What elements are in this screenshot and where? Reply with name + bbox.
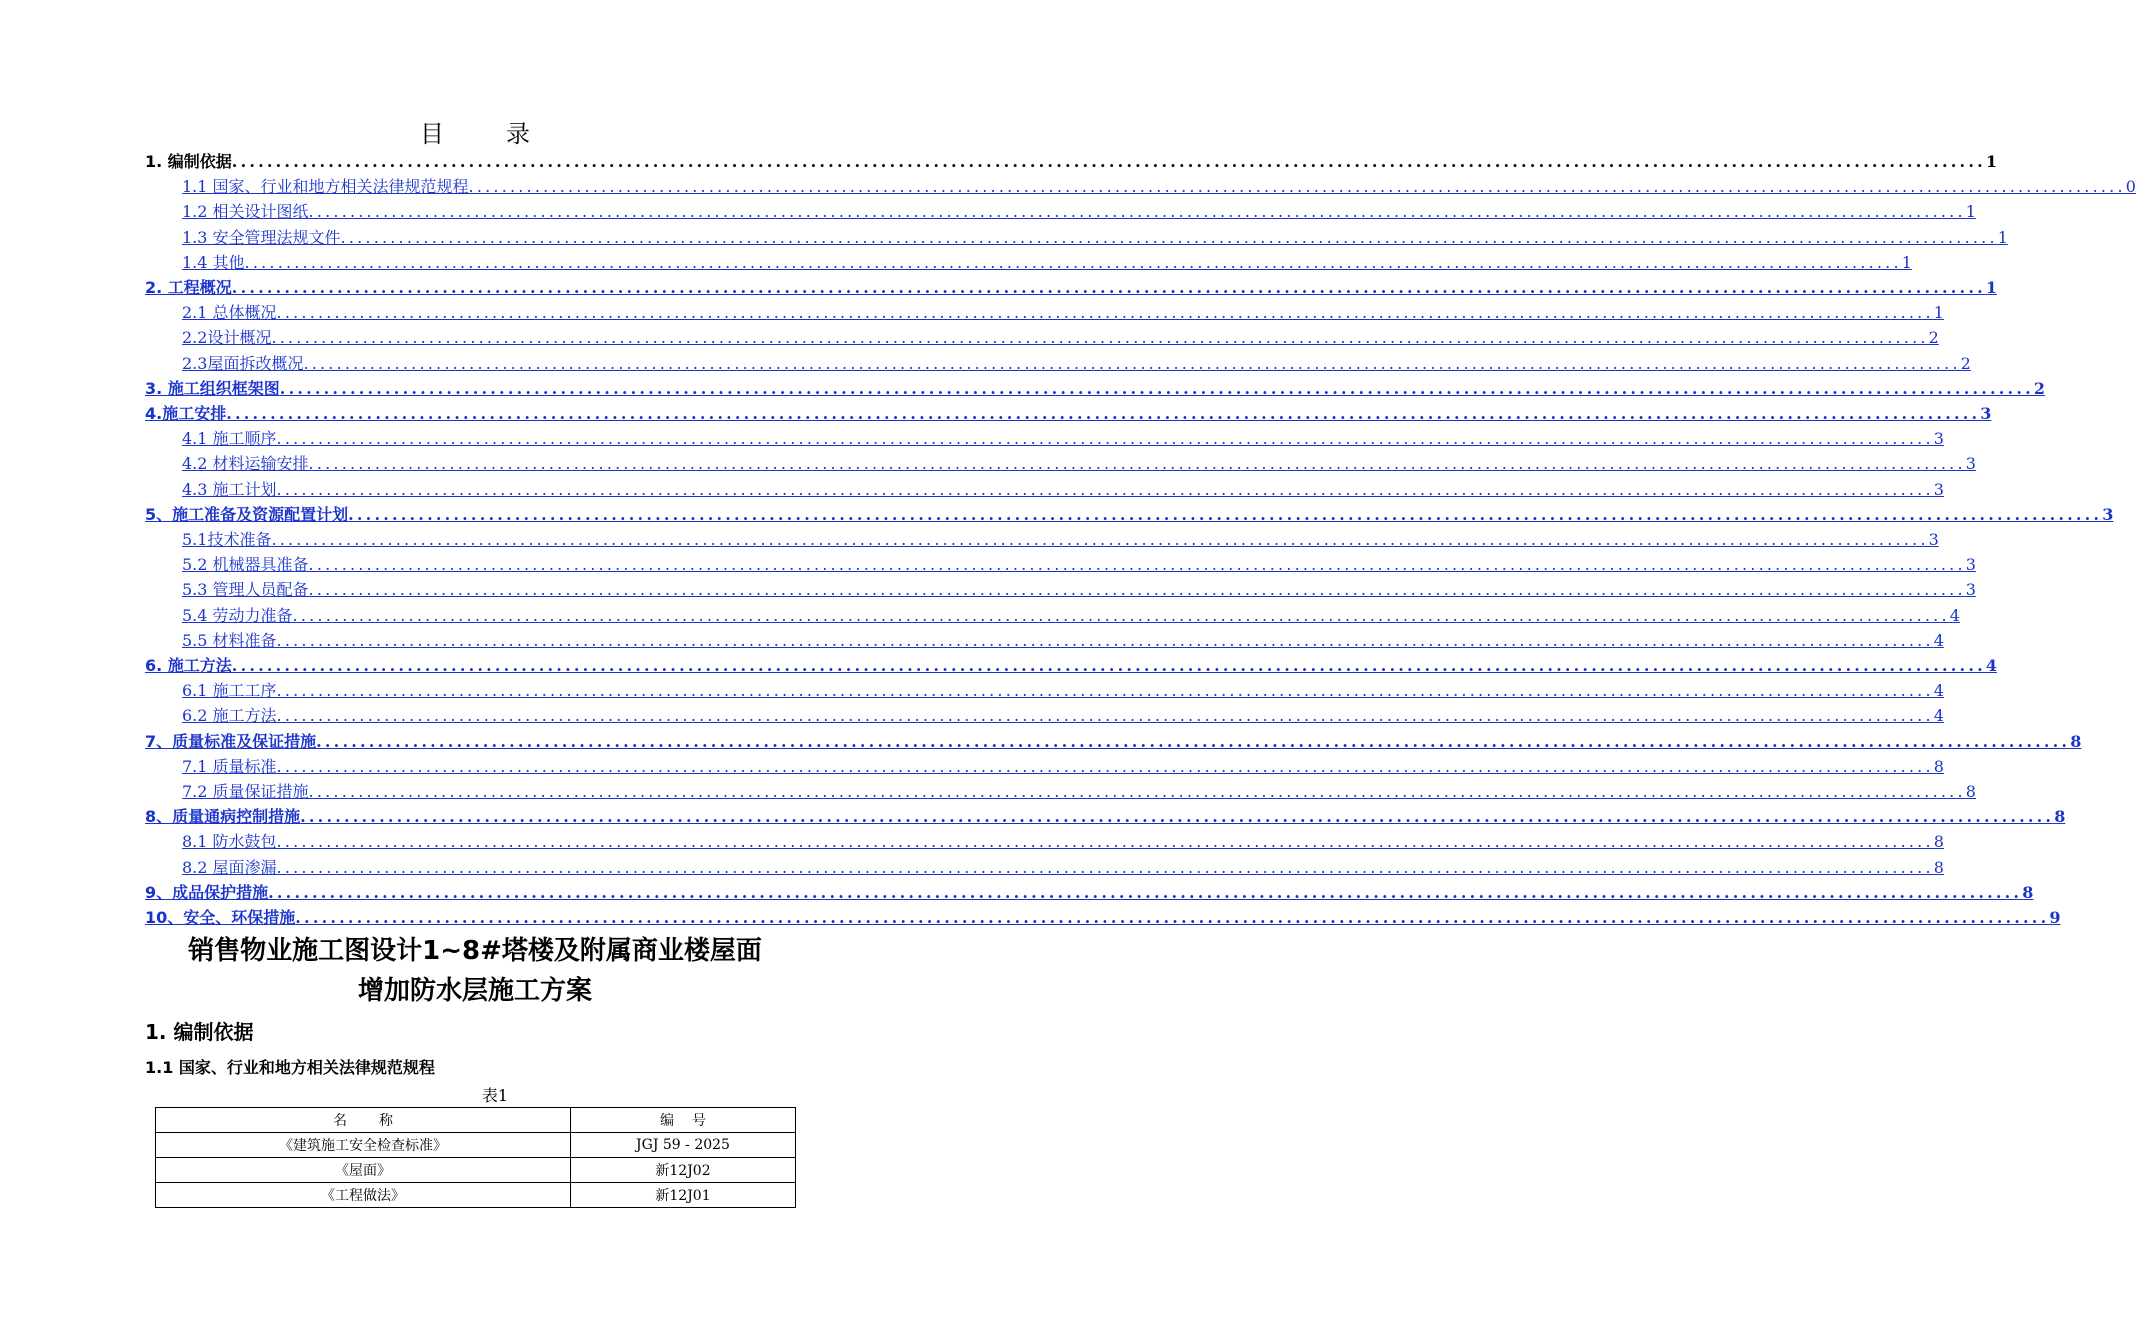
- toc-entry[interactable]: [182, 676, 1944, 701]
- toc-entry-page-number: 1: [1901, 252, 1912, 272]
- toc-entry-page-number: 3: [1965, 555, 1976, 575]
- toc-entry[interactable]: [182, 525, 1939, 550]
- column-header-name-char-2: 称: [379, 1113, 393, 1129]
- toc-entry-page-number: 1: [1933, 303, 1944, 323]
- toc-entry-page-number: 4: [1933, 706, 1944, 726]
- toc-entry-page-number: 8: [2070, 731, 2082, 751]
- section-heading-1-1: 1.1 国家、行业和地方相关法律规范规程: [145, 1058, 435, 1077]
- toc-entry[interactable]: [182, 752, 1944, 777]
- toc-entry-label: 7.1 质量标准: [182, 756, 277, 776]
- table-caption: 表1: [481, 1086, 509, 1105]
- standards-table: [155, 1107, 796, 1208]
- toc-entry-label: 6.2 施工方法: [182, 706, 277, 726]
- toc-entry-page-number: 3: [1933, 429, 1944, 449]
- toc-entry[interactable]: [145, 727, 2082, 752]
- toc-entry-label: 2.2设计概况: [182, 328, 272, 348]
- toc-leader-dots: ........................................................................................................................................................................................................: [276, 756, 1934, 776]
- toc-entry-page-number: 8: [1965, 782, 1976, 801]
- toc-entry-label: 8、质量通病控制措施: [145, 807, 301, 827]
- table-cell-code: 新12J01: [571, 1183, 796, 1208]
- toc-entry[interactable]: [182, 550, 1976, 575]
- table-cell-code: JGJ 59 - 2025: [571, 1133, 796, 1158]
- table-cell-name: 《工程做法》: [156, 1183, 571, 1208]
- toc-leader-dots: ........................................................................................................................................................................................................: [308, 454, 1966, 474]
- toc-entry-label: 5.1技术准备: [182, 530, 272, 549]
- toc-entry-page-number: 3: [1928, 530, 1939, 549]
- toc-entry[interactable]: [145, 878, 2034, 903]
- toc-entry-page-number: 4: [1985, 656, 1997, 675]
- toc-leader-dots: ........................................................................................................................................................................................................: [303, 353, 1961, 373]
- toc-leader-dots: ........................................................................................................................................................................................................: [276, 479, 1934, 499]
- toc-entry[interactable]: [145, 802, 2066, 827]
- toc-leader-dots: ........................................................................................................................................................................................................: [348, 504, 2103, 524]
- toc-entry-label: 4.1 施工顺序: [182, 429, 277, 449]
- toc-entry[interactable]: [145, 399, 1992, 424]
- toc-entry-label: 5.4 劳动力准备: [182, 605, 293, 625]
- toc-entry[interactable]: [145, 273, 1997, 298]
- toc-entry[interactable]: [182, 248, 1912, 273]
- table-row: [156, 1133, 796, 1158]
- column-header-name-char-1: 名: [333, 1113, 347, 1129]
- toc-entry-label: 7.2 质量保证措施: [182, 782, 309, 801]
- toc-leader-dots: ........................................................................................................................................................................................................: [231, 656, 1986, 675]
- toc-entry-page-number: 1: [1985, 278, 1997, 297]
- toc-entry-page-number: 2: [1928, 328, 1939, 348]
- toc-entry-page-number: 2: [1960, 353, 1971, 373]
- toc-leader-dots: ........................................................................................................................................................................................................: [276, 630, 1934, 650]
- column-header-code-char-1: 编: [660, 1113, 674, 1129]
- toc-entry[interactable]: [182, 172, 2136, 197]
- toc-title-left: 目: [420, 120, 444, 148]
- toc-entry-label: 6.1 施工工序: [182, 681, 277, 701]
- toc-entry-page-number: 1: [1965, 202, 1976, 222]
- toc-entry[interactable]: [182, 475, 1944, 500]
- toc-leader-dots: ........................................................................................................................................................................................................: [271, 328, 1929, 348]
- toc-entry-label: 5、施工准备及资源配置计划: [145, 504, 349, 524]
- toc-entry-page-number: 3: [1980, 404, 1992, 423]
- section-heading-1: 1. 编制依据: [145, 1020, 254, 1044]
- toc-entry-page-number: 4: [1933, 630, 1944, 650]
- toc-entry[interactable]: [182, 197, 1976, 222]
- toc-leader-dots: ........................................................................................................................................................................................................: [268, 882, 2023, 902]
- toc-leader-dots: ........................................................................................................................................................................................................: [308, 202, 1966, 222]
- toc-entry-label: 4.3 施工计划: [182, 479, 277, 499]
- toc-leader-dots: ........................................................................................................................................................................................................: [231, 278, 1986, 297]
- toc-entry-page-number: 9: [2049, 908, 2061, 927]
- toc-entry-label: 5.2 机械器具准备: [182, 555, 309, 575]
- table-row: [156, 1183, 796, 1208]
- toc-entry-label: 1. 编制依据: [145, 152, 232, 171]
- toc-entry-label: 4.施工安排: [145, 404, 227, 423]
- toc-leader-dots: ........................................................................................................................................................................................................: [308, 580, 1966, 600]
- toc-entry-label: 4.2 材料运输安排: [182, 454, 309, 474]
- table-cell-name: 《建筑施工安全检查标准》: [156, 1133, 571, 1158]
- toc-title-right: 录: [506, 120, 530, 148]
- toc-entry-page-number: 3: [1933, 479, 1944, 499]
- table-row: [156, 1158, 796, 1183]
- toc-leader-dots: ........................................................................................................................................................................................................: [244, 252, 1902, 272]
- column-header-code: [571, 1108, 796, 1133]
- toc-title: [0, 114, 950, 149]
- toc-entry[interactable]: [145, 651, 1997, 676]
- toc-entry-label: 1.2 相关设计图纸: [182, 202, 309, 222]
- toc-entry-page-number: 3: [2102, 504, 2114, 524]
- toc-entry-page-number: 8: [1933, 756, 1944, 776]
- toc-entry-page-number: 8: [1933, 857, 1944, 877]
- toc-leader-dots: ........................................................................................................................................................................................................: [276, 706, 1934, 726]
- toc-entry[interactable]: [182, 575, 1976, 600]
- column-header-code-char-2: 号: [692, 1113, 706, 1129]
- toc-entry-page-number: 1: [1985, 152, 1997, 171]
- toc-entry[interactable]: [182, 424, 1944, 449]
- toc-entry-page-number: 0: [2125, 177, 2136, 197]
- toc-entry-label: 1.3 安全管理法规文件: [182, 227, 341, 247]
- toc-entry-label: 6. 施工方法: [145, 656, 232, 675]
- document-title-line-2: 增加防水层施工方案: [357, 976, 592, 1006]
- toc-leader-dots: ........................................................................................................................................................................................................: [295, 908, 2050, 927]
- toc-leader-dots: ........................................................................................................................................................................................................: [276, 429, 1934, 449]
- toc-entry-label: 5.5 材料准备: [182, 630, 277, 650]
- toc-leader-dots: ........................................................................................................................................................................................................: [279, 378, 2034, 398]
- toc-entry[interactable]: [182, 853, 1944, 878]
- toc-leader-dots: ........................................................................................................................................................................................................: [276, 681, 1934, 701]
- toc-leader-dots: ........................................................................................................................................................................................................: [276, 832, 1934, 852]
- toc-leader-dots: ........................................................................................................................................................................................................: [276, 857, 1934, 877]
- column-header-name: [156, 1108, 571, 1133]
- toc-entry[interactable]: [182, 601, 1960, 626]
- table-cell-name: 《屋面》: [156, 1158, 571, 1183]
- toc-entry[interactable]: [182, 223, 2008, 248]
- toc-leader-dots: ........................................................................................................................................................................................................: [308, 555, 1966, 575]
- toc-leader-dots: ........................................................................................................................................................................................................: [271, 530, 1929, 549]
- toc-entry[interactable]: [182, 323, 1939, 348]
- toc-entry[interactable]: [182, 349, 1971, 374]
- toc-leader-dots: ........................................................................................................................................................................................................: [226, 404, 1981, 423]
- toc-entry[interactable]: [145, 147, 1997, 172]
- toc-entry[interactable]: [145, 500, 2114, 525]
- toc-entry-label: 5.3 管理人员配备: [182, 580, 309, 600]
- toc-entry-page-number: 8: [2054, 807, 2066, 827]
- table-cell-code: 新12J02: [571, 1158, 796, 1183]
- toc-entry-label: 9、成品保护措施: [145, 882, 269, 902]
- toc-leader-dots: ........................................................................................................................................................................................................: [308, 782, 1966, 801]
- toc-entry-label: 8.2 屋面渗漏: [182, 857, 277, 877]
- toc-entry[interactable]: [182, 626, 1944, 651]
- toc-leader-dots: ........................................................................................................................................................................................................: [468, 177, 2126, 197]
- toc-entry-page-number: 1: [1997, 227, 2008, 247]
- toc-entry-page-number: 3: [1965, 580, 1976, 600]
- table-header-row: [156, 1108, 796, 1133]
- toc-entry-label: 1.1 国家、行业和地方相关法律规范规程: [182, 177, 469, 197]
- toc-entry-label: 10、安全、环保措施: [145, 908, 296, 927]
- toc-leader-dots: ........................................................................................................................................................................................................: [276, 303, 1934, 323]
- toc-entry-label: 2. 工程概况: [145, 278, 232, 297]
- toc-entry-page-number: 4: [1949, 605, 1960, 625]
- toc-entry-page-number: 3: [1965, 454, 1976, 474]
- toc-entry-page-number: 2: [2033, 378, 2045, 398]
- toc-leader-dots: ........................................................................................................................................................................................................: [340, 227, 1998, 247]
- toc-entry[interactable]: [145, 374, 2045, 399]
- toc-leader-dots: ........................................................................................................................................................................................................: [292, 605, 1950, 625]
- toc-entry[interactable]: [182, 298, 1944, 323]
- toc-entry-label: 2.1 总体概况: [182, 303, 277, 323]
- document-title-line-1: 销售物业施工图设计1~8#塔楼及附属商业楼屋面: [188, 936, 762, 966]
- toc-entry-page-number: 8: [1933, 832, 1944, 852]
- toc-entry[interactable]: [182, 449, 1976, 474]
- toc-entry[interactable]: [145, 903, 2061, 928]
- toc-entry-label: 8.1 防水鼓包: [182, 832, 277, 852]
- toc-entry-page-number: 4: [1933, 681, 1944, 701]
- toc-entry[interactable]: [182, 827, 1944, 852]
- toc-entry-label: 7、质量标准及保证措施: [145, 731, 317, 751]
- toc-entry-page-number: 8: [2022, 882, 2034, 902]
- toc-entry-label: 2.3屋面拆改概况: [182, 353, 304, 373]
- toc-entry[interactable]: [182, 777, 1976, 802]
- toc-leader-dots: ........................................................................................................................................................................................................: [316, 731, 2071, 751]
- toc-entry[interactable]: [182, 701, 1944, 726]
- toc-entry-label: 1.4 其他: [182, 252, 245, 272]
- toc-leader-dots: ........................................................................................................................................................................................................: [300, 807, 2055, 827]
- toc-entry-label: 3. 施工组织框架图: [145, 378, 280, 398]
- toc-leader-dots: ........................................................................................................................................................................................................: [231, 152, 1986, 171]
